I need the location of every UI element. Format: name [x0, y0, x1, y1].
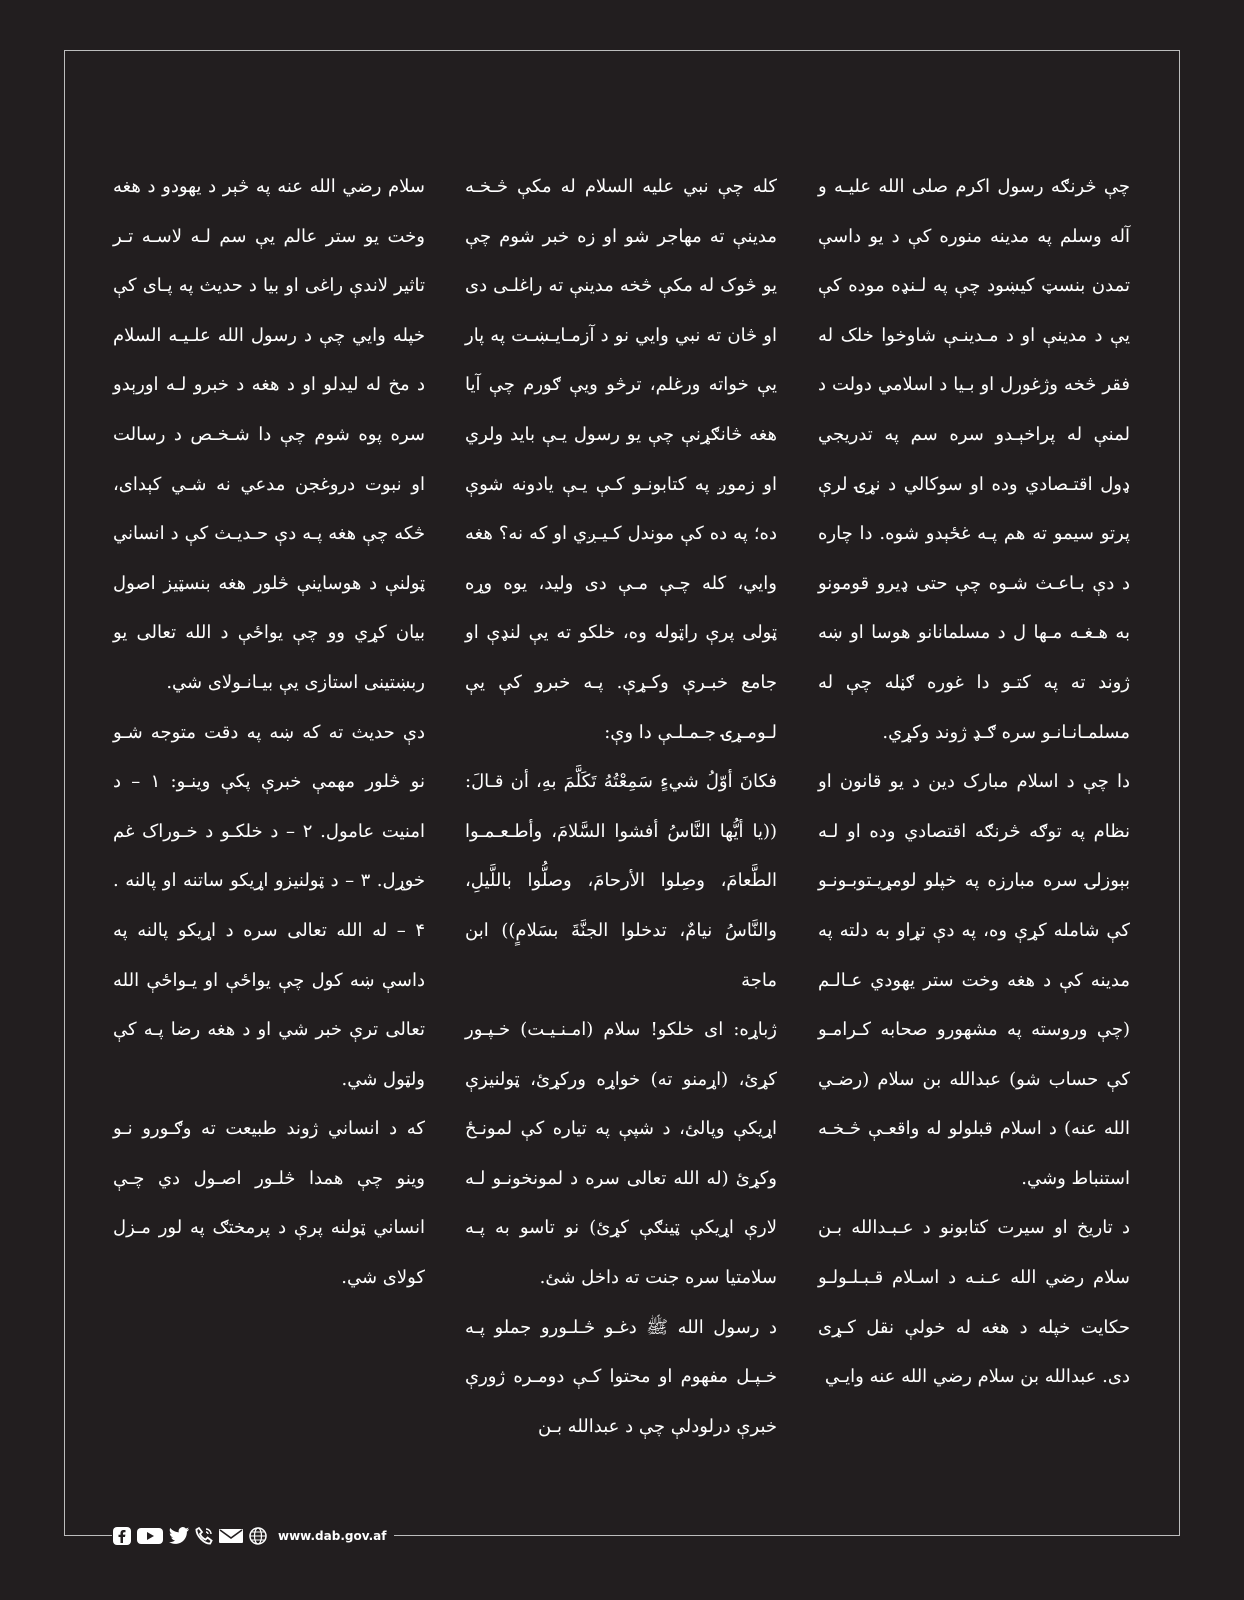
facebook-icon[interactable] — [112, 1526, 132, 1546]
paragraph: دا چې د اسلام مبارک دین د یو قانون او نظام په توګه څرنګه اقتصادي وده او لـه بېوزلۍ سره مبارزه په خپلو لومړیـتوبـونـو کې شامله کړې وه، په دې تړاو به دلته په مدینه کې د هغه وخت ستر یهودي عـالـم (چې وروسته په مشهورو صحابه کـرامـو کې حساب شو) عبدالله بن سلام (رضـي الله عنه) د اسلام قبلولو له واقعـې څـخـه استنباط وشي. — [818, 771, 1130, 1189]
paragraph-arabic-hadith: فكانَ أوّلُ شيءٍ سَمِعْتُهُ تَكَلَّمَ بهِ، أن قـالَ: ((يا أيُّها النَّاسُ أفشوا السَّلامَ، وأطـعـمـوا الطَّعامَ، وصِلوا الأرحامَ، وصلُّوا باللَّيلِ، والنَّاسُ نيامٌ، تدخلوا الجنَّةَ بسَلامٍ)) ابن ماجة — [465, 771, 777, 991]
phone-icon[interactable] — [194, 1526, 214, 1546]
paragraph: دې حدیث ته که ښه په دقت متوجه شـو نو څلور مهمې خبرې پکې وینـو: ۱ – د امنیت عامول. ۲ – د خلکـو د خـوراک غم خوړل. ۳ – د ټولنیزو اړیکو ساتنه او پالنه . ۴ – له الله تعالی سره د اړیکو پالنه په داسې ښه کول چې یواځې او یـواځې الله تعالی ترې خبر شي او د هغه رضا پـه کې ولټول شي. — [113, 721, 426, 1090]
paragraph-translation: ژباړه: ای خلکو! سلام (امـنـیـت) خـپـور کړئ، (اړمنو ته) خواړه ورکړئ، ټولنیزې اړیکې وپالئ، د شپې په تیاره کې لمونـځ وکړئ (له الله تعالی سره د لمونخونـو لـه لارې اړیکې ټینګې کړئ) نو تاسو به پـه سلامتیا سره جنت ته داخل شئ. — [465, 1019, 777, 1289]
text-column-right — [818, 162, 1130, 1402]
text-column-left — [113, 162, 425, 1303]
mail-icon[interactable] — [218, 1526, 244, 1546]
globe-icon[interactable] — [248, 1526, 268, 1546]
paragraph: کله چې نبي علیه السلام له مکې څـخـه مدینې ته مهاجر شو او زه خبر شوم چې یو څوک له مکې څخه مدینې ته راغلـی دی او څان ته نبي وایي نو د آزمـایـښـت په پار یې خواته ورغلم، ترڅو ویې ګورم چې آیا هغه څانګړنې چې یو رسول یـې باید ولري او زموږ په کتابونـو کـې یـې یادونه شوې ده؛ په ده کې موندل کـیـږي او که نه؟ هغه وایي، کله چـې مـې دی ولید، یوه وړه ټولی پرې راټوله وه، خلکو ته یې لنډې او جامع خبـرې وکـړې. پـه خبرو کې یې لـومـړۍ جـمـلـې دا وې: — [465, 176, 777, 743]
text-column-middle — [465, 162, 777, 1451]
paragraph: د رسول الله ﷺ دغـو څـلـورو جملو پـه خـپـل مفهوم او محتوا کـې دومـره ژورې خبرې درلودلې چې د عبدالله بـن — [465, 1316, 777, 1437]
paragraph: سلام رضي الله عنه په څېر د یهودو د هغه وخت یو ستر عالم یې سم لـه لاسـه تـر تاثیر لاندې راغی او بیا د حدیث په پـای کې خپله وایي چې د رسول الله علـیـه السلام د مخ له لیدلو او د هغه د خبرو لـه اورېدو سره پوه شوم چې دا شـخـص د رسالت او نبوت دروغجن مدعي نه شـي کېدای، څکه چې هغه پـه دې حـدیـث کې د انساني ټولنې د هوساینې څلور هغه بنسټیز اصول بیان کړي وو چې یواځې د الله تعالی یو ربښتینی استازی یې بیـانـولای شي. — [113, 176, 425, 693]
twitter-icon[interactable] — [168, 1526, 190, 1546]
paragraph: چې څرنګه رسول اکرم صلی الله علیـه و آله وسلم په مدینه منوره کې د یو داسې تمدن بنسټ کیښود چې په لـنډه موده کې یې د مدینې او د مـدینـې شاوخوا خلک له فقر څخه وژغورل او بـیا د اسلامي دولت د لمنې له پراخېـدو سره سم په تدریجي ډول اقتـصادي وده او سوکالي د نړۍ لرې پرتو سیمو ته هم پـه غځېدو شوه. دا چاره د دې بـاعـث شـوه چې حتی ډیرو قومونو به هـغـه مـها ل د مسلمانانو هوسا او ښه ژوند ته په کتـو دا غوره ګڼله چې له مسلمـانـانـو سره ګـډ ژوند وکړي. — [818, 176, 1130, 743]
footer-social-bar — [112, 1524, 394, 1548]
paragraph: د تاریخ او سیرت کتابونو د عـبـدالله بـن سلام رضي الله عـنـه د اسـلام قـبـلـولـو حکایت خپله د هغه له خولې نقل کـړی دی. عبدالله بن سلام رضي الله عنه وایـي — [818, 1217, 1130, 1388]
youtube-icon[interactable] — [136, 1526, 164, 1546]
paragraph: که د انساني ژوند طبیعت ته وګـورو نـو وینو چې همدا څلـور اصـول دي چـې انساني ټولنه پرې د پرمختګ په لور مـزل کولای شي. — [113, 1118, 425, 1289]
website-link[interactable]: www.dab.gov.af — [278, 1529, 387, 1543]
